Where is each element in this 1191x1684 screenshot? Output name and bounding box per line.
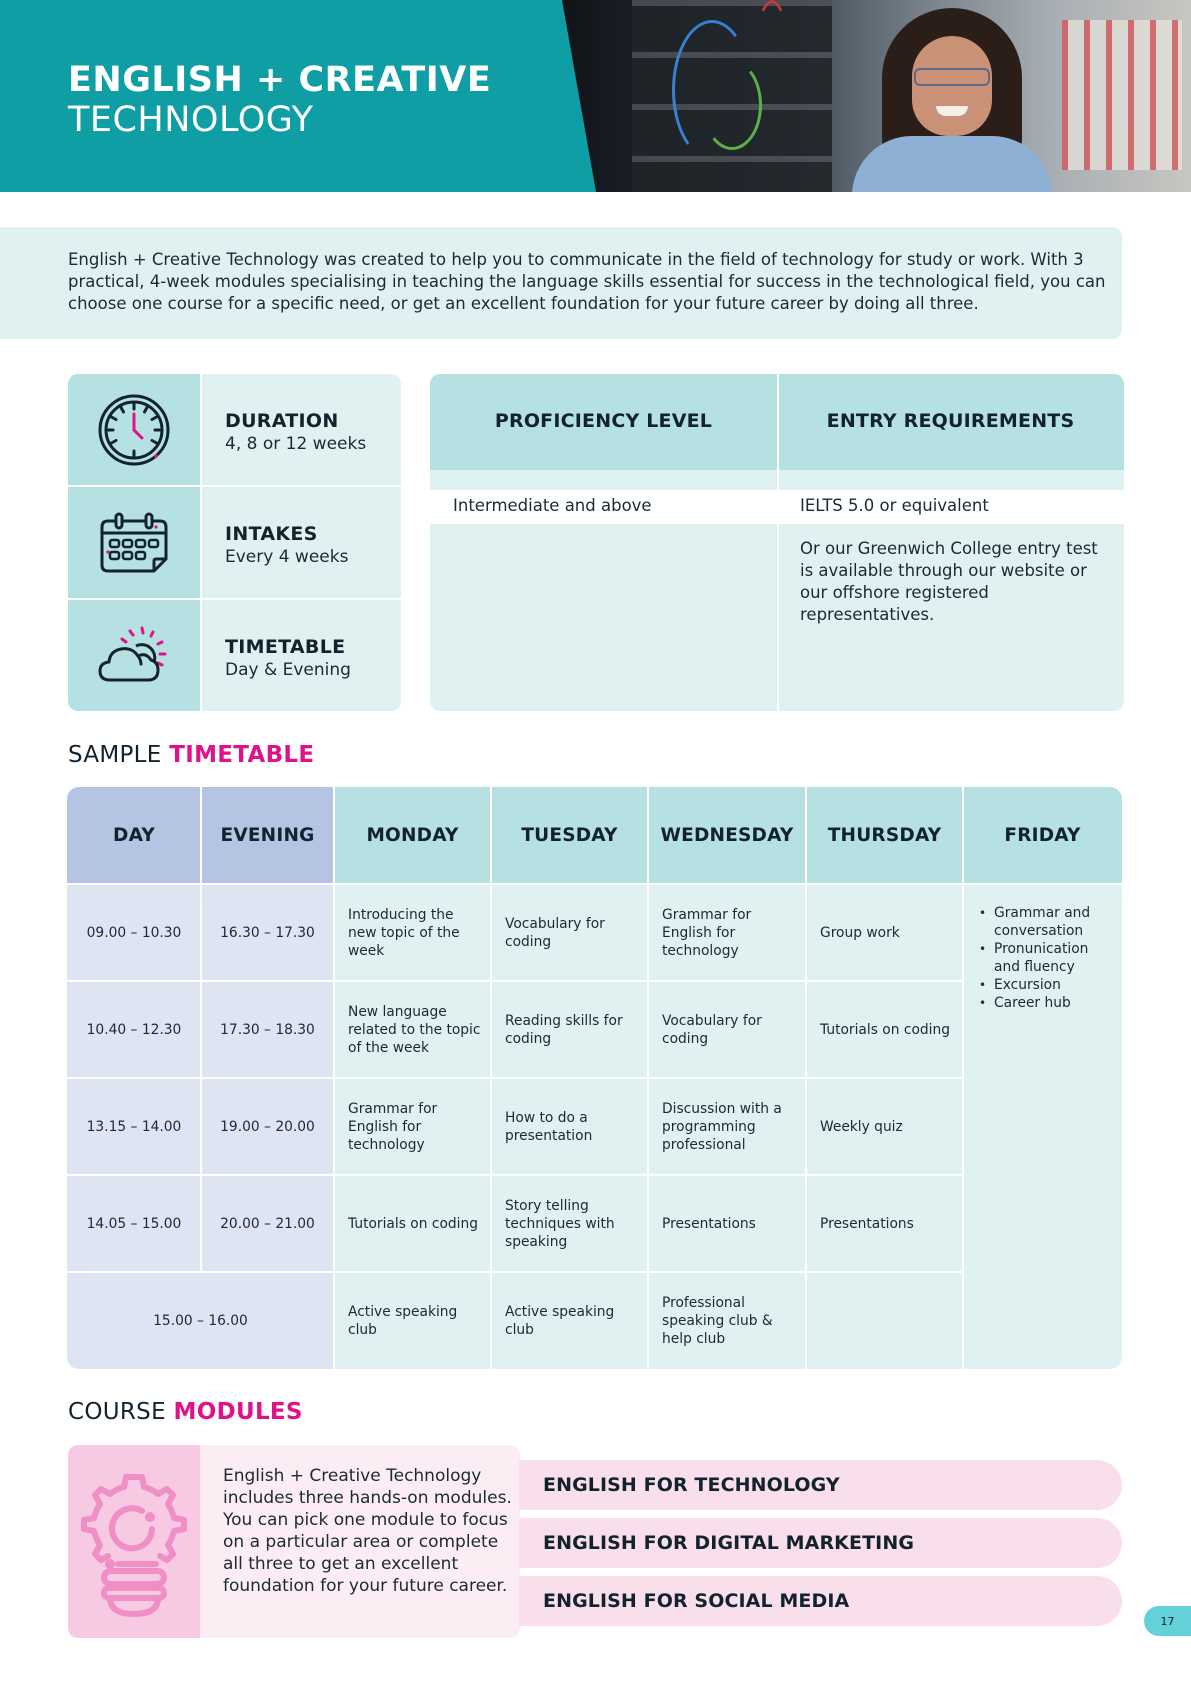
student-portrait [842,8,1062,192]
col-header-wednesday: WEDNESDAY [648,787,806,884]
activity-tuesday: Vocabulary for coding [491,884,648,981]
info-value: 4, 8 or 12 weeks [225,434,367,454]
clock-icon [96,392,172,468]
module-english-for-digital-marketing[interactable]: ENGLISH FOR DIGITAL MARKETING [519,1518,1122,1568]
activity-wednesday: Presentations [648,1175,806,1272]
grid-line [67,883,1122,885]
modules-description: English + Creative Technology includes three hands-on modules. You can pick one module to focus on a particular area or complete all three to get an excellent foundation for your future career. [223,1466,512,1596]
col-header-evening: EVENING [201,787,334,884]
hero-banner [0,0,1191,192]
time-slot-day: 14.05 – 15.00 [67,1175,201,1272]
intro-text: English + Creative Technology was created to help you to communicate in the field of technology for study or work. With 3 practical, 4-week modules specialising in teaching the language skills essential for success in the technological field, you can choose one course for a specific need, or get an excellent foundation for your future career by doing all three. [68,250,1106,313]
col-header-proficiency: PROFICIENCY LEVEL [494,410,713,432]
requirements-table [430,374,1124,711]
intro-box [0,227,1122,339]
col-header-friday: FRIDAY [963,787,1122,884]
activity-monday: New language related to the topic of the week [334,981,491,1078]
info-label: DURATION [225,410,339,432]
module-english-for-technology[interactable]: ENGLISH FOR TECHNOLOGY [519,1460,1122,1510]
grid-line [200,787,202,1272]
friday-activity-item: • Grammar and conversation [977,904,1114,940]
info-label: INTAKES [225,523,318,545]
hero-photo [562,0,1191,192]
lightbulb-gear-icon [80,1469,188,1619]
friday-activities [963,884,1122,1369]
activity-monday: Introducing the new topic of the week [334,884,491,981]
friday-activity-list [977,904,1114,1012]
activity-wednesday: Professional speaking club & help club [648,1272,806,1369]
col-header-day: DAY [67,787,201,884]
activity-tuesday: Reading skills for coding [491,981,648,1078]
info-timetable [68,600,401,711]
activity-wednesday: Vocabulary for coding [648,981,806,1078]
module-english-for-social-media[interactable]: ENGLISH FOR SOCIAL MEDIA [519,1576,1122,1626]
info-duration [68,374,401,486]
time-slot-day: 13.15 – 14.00 [67,1078,201,1175]
friday-activity-item: • Excursion [977,976,1114,994]
activity-thursday: Presentations [806,1175,963,1272]
cable [752,0,792,150]
time-slot-day: 09.00 – 10.30 [67,884,201,981]
time-slot-evening: 19.00 – 20.00 [201,1078,334,1175]
section-title-timetable: SAMPLE TIMETABLE [68,742,315,768]
page-number: 17 [1144,1606,1191,1636]
cloud-sun-icon [96,618,172,694]
modules-description-card [68,1445,520,1638]
grid-line [67,1174,963,1176]
activity-tuesday: Active speaking club [491,1272,648,1369]
info-value: Day & Evening [225,660,351,680]
activity-monday: Grammar for English for technology [334,1078,491,1175]
friday-activity-item: • Career hub [977,994,1114,1012]
calendar-icon [96,505,172,581]
activity-thursday: Group work [806,884,963,981]
activity-tuesday: How to do a presentation [491,1078,648,1175]
activity-thursday [806,1272,963,1369]
page-title [68,60,491,140]
time-slot-evening: 16.30 – 17.30 [201,884,334,981]
page-title-line1: ENGLISH + CREATIVE [68,60,492,100]
entry-secondary: Or our Greenwich College entry test is available through our website or our offshore registered representatives. [800,539,1098,624]
course-info-panel [68,374,401,711]
grid-line [67,1077,963,1079]
activity-thursday: Tutorials on coding [806,981,963,1078]
background-shelf [1062,20,1182,170]
col-header-entry: ENTRY REQUIREMENTS [826,410,1075,432]
activity-monday: Active speaking club [334,1272,491,1369]
friday-activity-item: • Pronunication and fluency [977,940,1114,976]
grid-line [67,1271,963,1273]
page-title-line2: TECHNOLOGY [68,100,314,140]
activity-wednesday: Grammar for English for technology [648,884,806,981]
section-title-modules: COURSE MODULES [68,1399,303,1425]
activity-thursday: Weekly quiz [806,1078,963,1175]
col-header-monday: MONDAY [334,787,491,884]
time-slot-day: 10.40 – 12.30 [67,981,201,1078]
grid-line [67,980,963,982]
entry-primary: IELTS 5.0 or equivalent [800,496,989,515]
col-header-thursday: THURSDAY [806,787,963,884]
divider [777,374,779,711]
sample-timetable [67,787,1122,1369]
proficiency-value: Intermediate and above [453,496,652,515]
info-value: Every 4 weeks [225,547,349,567]
time-slot-merged: 15.00 – 16.00 [67,1272,334,1369]
time-slot-evening: 17.30 – 18.30 [201,981,334,1078]
info-label: TIMETABLE [225,636,346,658]
divider [200,374,202,711]
time-slot-evening: 20.00 – 21.00 [201,1175,334,1272]
activity-wednesday: Discussion with a programming professional [648,1078,806,1175]
activity-tuesday: Story telling techniques with speaking [491,1175,648,1272]
col-header-tuesday: TUESDAY [491,787,648,884]
info-intakes [68,487,401,599]
activity-monday: Tutorials on coding [334,1175,491,1272]
